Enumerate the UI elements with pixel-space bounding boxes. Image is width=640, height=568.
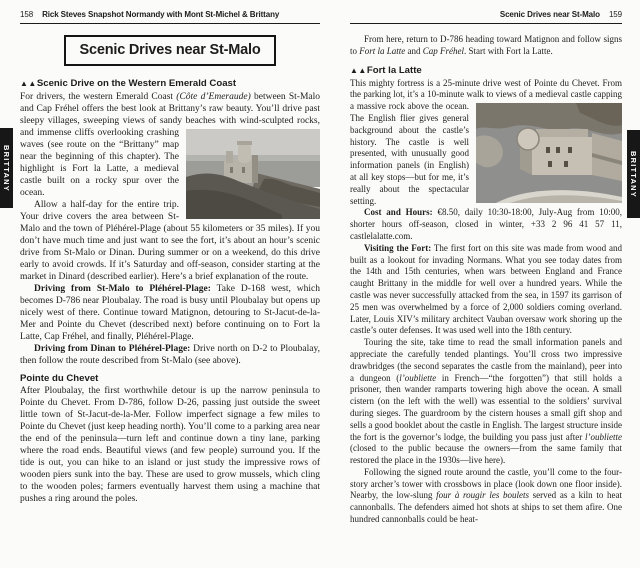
text-run: castle capping a massive rock above the ocean. The English flier gives general background about the castle’s history. The castle is well presented, with unusually good information panels (in English) at all key stops—but for me, it’s really about the spectacular setting. — [350, 89, 623, 206]
section-heading-western-emerald-coast — [20, 78, 320, 89]
text-run: Take D-168 west, which becomes D-786 near Ploubalay. The road is busy until Ploubalay but opens up nicely west of there. Continue toward Matignon, detouring to St-Jacut-de-la-Mer and Pointe du Chevet (described next) before continuing on to Fort la Latte, Cap Fréhel, and finally, Pléhérel-Plage. — [20, 284, 320, 342]
section-heading-text: Scenic Drive on the Western Emerald Coast — [36, 78, 237, 89]
paragraph-fortress-intro — [350, 78, 622, 208]
text-run: Drive north on D-2 to Ploubalay, then follow the route described from St-Malo (see above). — [20, 344, 320, 366]
page-159 — [350, 10, 622, 526]
text-run: For drivers, the western Emerald Coast — [20, 92, 177, 102]
running-head-text: Scenic Drives near St-Malo — [499, 10, 600, 19]
text-run-italic: l’oubliette — [585, 431, 622, 442]
paragraph-touring-the-site — [350, 337, 622, 467]
page-number: 159 — [608, 10, 622, 19]
text-run: The first fort on this site was made from wood and built as a lookout for invading Normans. What you see today dates from the 14th and 15th centuries, when wars between England and France caught Brittany in the middle for well over a hundred years. While the castle was never successfully attacked from the sea, in 1597 its garrison of 25 men was overwhelmed by a force of 2,000 soldiers coming overland. Later, Louis XIV’s military architect Vauban oversaw work shoring up the castle’s outer defenses. It was used well into the 18th century. — [350, 242, 622, 336]
text-run-italic: Cap Fréhel — [422, 45, 465, 56]
rating-triangles-icon: ▲▲ — [350, 65, 367, 75]
page-header-left — [20, 10, 320, 24]
rating-triangles-icon: ▲▲ — [20, 79, 37, 88]
text-run: with wind-sculpted rocks, and immense cliffs overlooking crashing waves (see route on the “Brittany” map near the beginning of this chapter). The highlight is Fort la Latte, a medieval castle built on a rocky spur over the ocean. — [20, 116, 320, 198]
fort-la-latte-aerial-photo — [476, 103, 622, 203]
text-run-italic: four à rougir les boulets — [436, 490, 529, 501]
paragraph-intro — [20, 91, 320, 199]
fort-la-latte-coast-photo — [186, 129, 320, 219]
text-run: Allow a half-day for the entire trip. Your drive covers the area between St-Malo and the town of Pléhérel-Plage (about 55 kilometers or 35 miles). If you don’t have much time and just want to see the fort, it’s about an hour’s scenic drive from St-Malo or Dinan. During summer or on a weekend, do this drive early to avoid crowds. If it’s Saturday and off-season, consider starting at the market in Dinard (described earlier). Here’s a brief explanation of the route. — [20, 200, 320, 282]
paragraph-signed-route — [350, 467, 622, 526]
paragraph-driving-from-dinan — [20, 343, 320, 367]
paragraph-cost-and-hours — [350, 207, 622, 242]
text-run: . Start with Fort la Latte. — [464, 45, 553, 56]
text-run: Touring the site, take time to read the small information panels and appreciate the carefully tended plantings. You’ll cross two impressive drawbridges (the second separates the castle from the mainland), peer into a dungeon ( — [350, 337, 622, 383]
section-heading-text: Pointe du Chevet — [20, 373, 99, 384]
paragraph-pointe-du-chevet — [20, 385, 320, 505]
text-run-italic: Fort la Latte — [359, 45, 406, 56]
text-run-bold: Cost and Hours: — [364, 207, 433, 218]
section-heading-pointe-du-chevet — [20, 373, 320, 384]
aerial-castle-illustration — [476, 103, 622, 203]
brittany-section-tab-right — [627, 130, 640, 218]
paragraph-visiting-the-fort — [350, 243, 622, 337]
page-158 — [20, 10, 320, 505]
paragraph-from-here — [350, 34, 622, 58]
paragraph-driving-from-st-malo — [20, 283, 320, 343]
text-run-bold: Driving from St-Malo to Pléhérel-Plage: — [34, 284, 211, 294]
text-run: served as a kiln to heat cannonballs. The defenders aimed hot shots at ships to set them afire. One hundred cannonballs could be heat- — [350, 490, 622, 525]
text-run: in French—“the forgotten”) that still holds a prisoner, then wander ramparts towering high above the ocean. A small cistern (on the left with the well) was essential to the soldiers’ survival during sieges. The guardroom by the cistern houses a small gift shop and sells a good booklet about the castle in English. The largest structure inside the fort is the governor’s lodge, the building you pass just after — [350, 372, 622, 442]
page-header-right — [350, 10, 622, 24]
coastal-castle-illustration — [186, 129, 320, 219]
running-head-text: Rick Steves Snapshot Normandy with Mont St-Michel & Brittany — [42, 10, 280, 19]
chapter-title-box — [64, 35, 276, 66]
text-run-italic: l’oubliette — [399, 372, 437, 383]
text-run: From here, return to D-786 heading toward Matignon and follow signs to — [350, 34, 622, 56]
chapter-title: Scenic Drives near St-Malo — [79, 42, 261, 58]
section-heading-text: Fort la Latte — [366, 64, 422, 76]
page-number: 158 — [20, 10, 34, 19]
brittany-section-tab-left — [0, 128, 13, 208]
side-tab-label: BRITTANY — [629, 150, 638, 198]
text-run: This mighty fortress is a 25-minute drive west of Pointe du Chevet. From the parking lot, it’s a 10-minute walk to views of a medieval — [350, 77, 622, 100]
section-heading-fort-la-latte — [350, 65, 622, 76]
text-run-italic: (Côte d’Emeraude) — [176, 92, 251, 102]
text-run: and — [405, 45, 423, 56]
text-run: (closed to the public because the owners—from the same family that restored the place in the 1930s—live here). — [350, 443, 622, 466]
side-tab-label: BRITTANY — [2, 144, 11, 192]
text-run: €8.50, daily 10:30-18:00, July-Aug from 10:00, shorter hours off-season, closed in winter, +33 2 96 41 57 11, castlelalatte.com. — [350, 207, 622, 241]
text-run: After Ploubalay, the first worthwhile detour is up the narrow peninsula to Pointe du Chevet. From D-786, follow D-26, passing just outside the sweet little town of St-Jacut-de-la-Mer. Follow imperfect signage a few miles to Pointe du Chevet (just keep heading north). You’ll come to a parking area near the end of the peninsula—turn left and continue down a tiny lane, parking where the road ends. Beautiful views (and few people) surround you. If the tide is out, you can hike to an island or just study the impressive rows of wooden piers sunk into the bay. These are used to grow mussels, which cling to the wooden poles; farmers eventually harvest them using a machine that pushes a ring around the poles. — [20, 386, 320, 504]
text-run-bold: Visiting the Fort: — [364, 242, 432, 253]
text-run: between St-Malo and Cap Fréhel offers the best look at Brittany’s raw beauty. You’ll drive past sleepy villages, sweeping views of sandy beaches — [20, 92, 321, 126]
text-run-bold: Driving from Dinan to Pléhérel-Plage: — [34, 344, 191, 354]
text-run: Following the signed route around the castle, you’ll come to the four-story archer’s tower with crossbows in place (look down one floor inside). Nearby, the low-slung — [350, 466, 622, 501]
